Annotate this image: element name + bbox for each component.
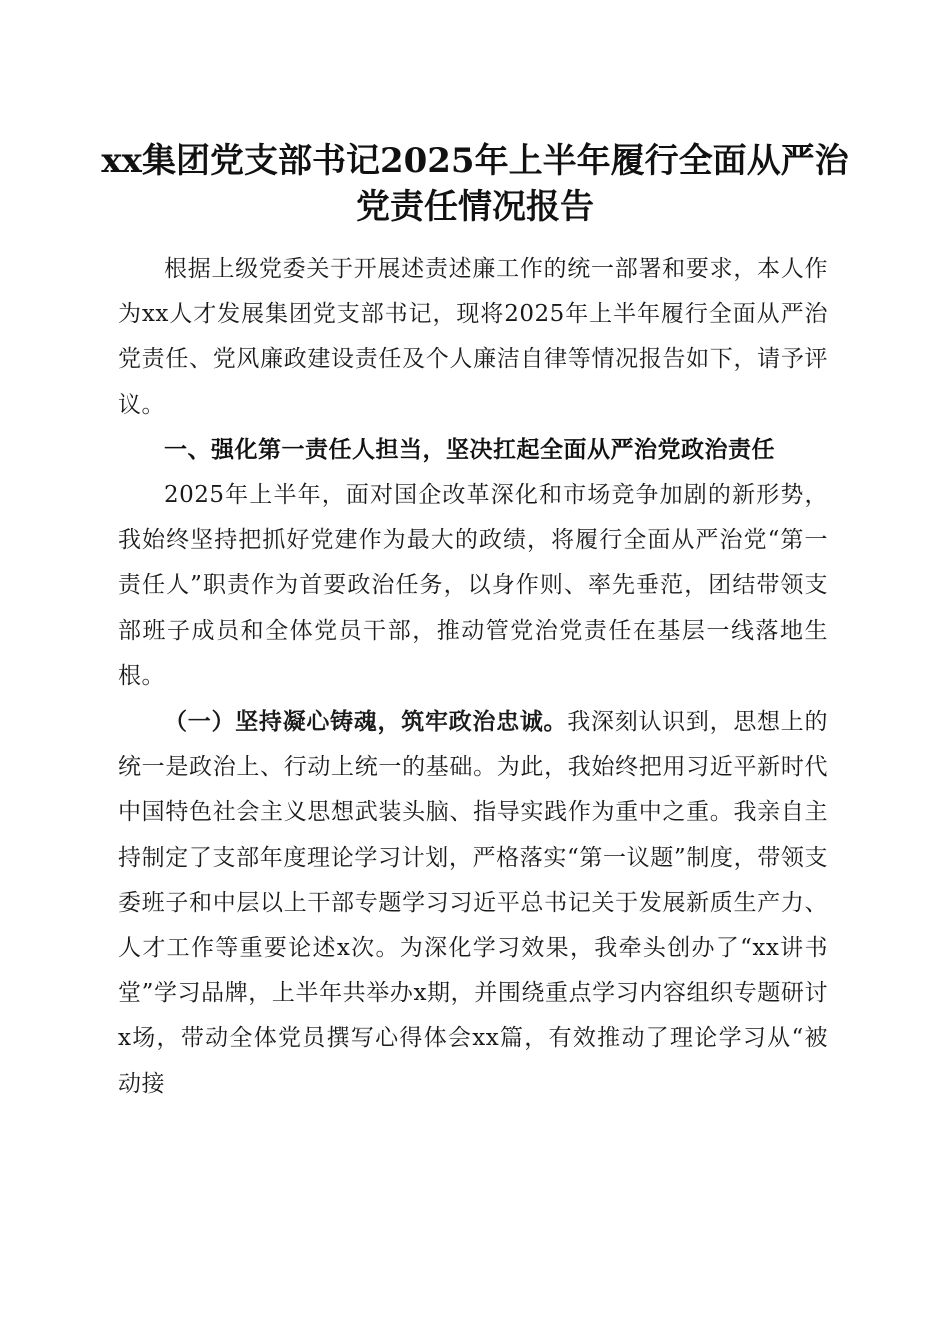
document-body <box>118 247 828 1107</box>
subsection-1-paragraph <box>118 699 828 1107</box>
subsection-1-heading: （一）坚持凝心铸魂，筑牢政治忠诚。 <box>164 708 568 736</box>
document-title: xx集团党支部书记2025年上半年履行全面从严治党责任情况报告 <box>101 141 849 227</box>
section-1-paragraph: 2025年上半年，面对国企改革深化和市场竞争加剧的新形势，我始终坚持把抓好党建作为最大的政绩，将履行全面从严治党“第一责任人”职责作为首要政治任务，以身作则、率先垂范，团结带领支部班子成员和全体党员干部，推动管党治党责任在基层一线落地生根。 <box>118 482 828 689</box>
section-1-heading: 一、强化第一责任人担当，坚决扛起全面从严治党政治责任 <box>164 436 775 463</box>
subsection-1-body: 我深刻认识到，思想上的统一是政治上、行动上统一的基础。为此，我始终把用习近平新时代中国特色社会主义思想武装头脑、指导实践作为重中之重。我亲自主持制定了支部年度理论学习计划，严格落实“第一议题”制度，带领支委班子和中层以上干部专题学习习近平总书记关于发展新质生产力、人才工作等重要论述x次。为深化学习效果，我牵头创办了“xx讲书堂”学习品牌，上半年共举办x期，并围绕重点学习内容组织专题研讨x场，带动全体党员撰写心得体会xx篇，有效推动了理论学习从“被动接 <box>118 709 829 1097</box>
intro-paragraph: 根据上级党委关于开展述责述廉工作的统一部署和要求，本人作为xx人才发展集团党支部书记，现将2025年上半年履行全面从严治党责任、党风廉政建设责任及个人廉洁自律等情况报告如下，请予评议。 <box>118 256 828 418</box>
